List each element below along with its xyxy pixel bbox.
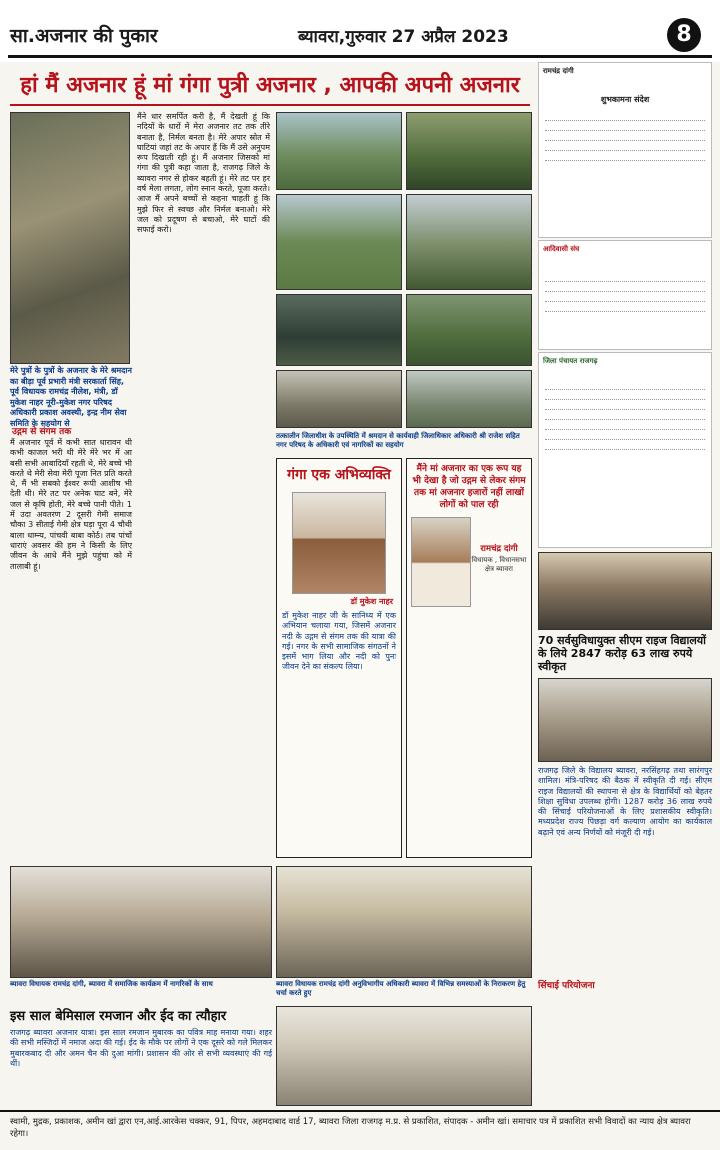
ganga-section-text: डॉ मुकेश नाहर जी के सानिध्य में एक अभियान चलाया गया, जिसमें अजनार नदी के उद्गम से संगम तक की यात्रा की गई। नगर के सभी सामाजिक संगठनों ने इसमें भाग लिया और नदी को पुनः जीवन देने का संकल्प लिया। <box>282 611 396 672</box>
river-photo-4 <box>406 194 532 290</box>
footer-imprint: स्वामी, मुद्रक, प्रकाशक, अमीन खां द्वारा एन,आई.आरकेस चक्कर, 91, पिपर, अहमदाबाद वार्ड 17, ब्यावरा जिला राजगढ़ म.प्र. से प्रकाशित, संपादक - अमीन खां। समाचार पत्र में प्रकाशित सभी विवादों का न्याय क्षेत्र ब्यावरा रहेगा। <box>0 1110 720 1150</box>
letter-3-org: जिला पंचायत राजगढ़ <box>543 357 598 365</box>
river-photo-1 <box>276 112 402 190</box>
collage-photo <box>10 112 130 364</box>
meeting-photo <box>538 678 712 762</box>
person-photo <box>292 492 386 594</box>
letter-2-org: आदिवासी संघ <box>543 245 580 253</box>
quote-section <box>406 458 532 858</box>
event-photo <box>538 552 712 630</box>
bottom-caption-left: ब्यावरा विधायक रामचंद्र दांगी, ब्यावरा में समाजिक कार्यक्रम में नागरिकों के साथ <box>10 980 213 988</box>
newspaper-name: सा.अजनार की पुकार <box>10 25 158 47</box>
page-number: 8 <box>667 18 701 52</box>
letter-1 <box>538 62 712 238</box>
sanctioned-text: राजगढ़ जिले के विद्यालय ब्यावरा, नरसिंहगढ़ तथा सारंगपुर शामिल। मंत्रि-परिषद की बैठक में स्वीकृति दी गई। सीएम राइज विद्यालयों की स्थापना से क्षेत्र के विद्यार्थियों को बेहतर शिक्षा सुविधा उपलब्ध होगी। 1287 करोड़ 36 लाख रुपये की सिंचाई परियोजनाओं के लिए प्रशासकीय स्वीकृति। मध्यप्रदेश राज्य पिछड़ा वर्ग कल्याण आयोग का कार्यकाल बढ़ाने एवं अन्य निर्णयों को मंजूरी दी गई। <box>538 766 712 837</box>
river-photo-5 <box>276 294 402 366</box>
sanctioned-headline: 70 सर्वसुविधायुक्त सीएम राइज विद्यालयों के लिये 2847 करोड़ 63 लाख रुपये स्वीकृत <box>538 634 707 673</box>
mla-name: रामचंद्र दांगी <box>480 544 518 554</box>
river-photo-8 <box>406 370 532 428</box>
column-2-text: मैंने धार समर्पित करी है, मैं देखती हूं कि नदियों के धारों में मेरा अजनार तट तक तीरे बनाता है, निर्मल बनता है। मेरे अपार स्रोत में घाटियां जहां तट के अपार हैं कि मैं उसे अनुपम रूप दिखाती रही हूं। मैं अजनार जिसको मां गंगा की पुत्री कहा जाता है, राजगढ़ जिले के ब्यावरा नगर से होकर बहती हूं। मेरे तट पर हर वर्ष मेला लगता, लोग स्नान करते, पूजा करते। आज मैं अपने बच्चों से कहना चाहती हूं कि मुझे फिर से स्वच्छ और निर्मल बनाओ। मेरे जल को प्रदूषण से बचाओ, मेरे घाटों की सफाई करो। <box>137 112 270 235</box>
mla-title: विधायक , विधानसभा क्षेत्र ब्यावरा <box>471 556 527 573</box>
river-photo-6 <box>406 294 532 366</box>
main-headline: हां मैं अजनार हूं मां गंगा पुत्री अजनार , आपकी अपनी अजनार <box>20 73 520 98</box>
ganga-section-title: गंगा एक अभिव्यक्ति <box>287 467 391 483</box>
letter-2 <box>538 240 712 350</box>
ganga-section <box>276 458 402 858</box>
ramzan-text: राजगढ़ ब्यावरा अजनार यात्रा। इस साल रमजान मुबारक का पवित्र माह मनाया गया। शहर की सभी मस्जिदों में नमाज अदा की गई। ईद के मौके पर लोगों ने एक दूसरे को गले मिलकर मुबारकबाद दी और अमन चैन की दुआ मांगी। प्रशासन की ओर से सभी व्यवस्थाएं की गई थीं। <box>10 1028 272 1068</box>
letter-1-title: शुभकामना संदेश <box>600 95 650 104</box>
section-subhead: उद्गम से संगम तक <box>12 427 72 437</box>
mla-photo <box>411 517 471 607</box>
masthead-rule <box>8 55 712 58</box>
river-photo-3 <box>276 194 402 290</box>
bottom-photo-right <box>276 866 532 978</box>
letter-1-body <box>539 111 711 161</box>
masthead <box>0 0 720 62</box>
letter-3-body <box>539 370 711 450</box>
river-photo-2 <box>406 112 532 190</box>
river-photos-caption: तत्कालीन जिलाधीश के उपस्थिति में श्रमदान से कार्यवाही जिलाधिकार अधिकारी श्री राजेश सहित नगर परिषद के अधिकारी एवं नागरिकों का सहयोग <box>276 432 520 449</box>
letter-3 <box>538 352 712 548</box>
column-1-text: मैं अजनार पूर्व में कभी सात धारावन थी कभी काजल भरी थी मेरे मेरे भर में आ बसी सभी आबादियाँ रहती थे, मेरे बच्चे भी करते थे मेरी सेवा मेरी पूजा नित प्रति करते थे, मैं भी सबको ईश्वर रूपी आशीष भी देती थी। मेरे तट पर अनेक घाट बने, मेरे जल से कृषि होती, मेरे बच्चे पानी पीते। 1 में उदा अवतरण 2 दूसरी गेमी समाज चौका 3 सीताई गेमी क्षेत्र घड़ा पूरा 4 चौथी बाला धाम्‍न्‍य, पांचवी बाबा कोर्ठ। तब पांचों धाराएं अवसर की हम ने किसी के लिए जीवन के आधे मैंने मुझे पहुंचा को में तालाबी हूं। <box>10 438 132 571</box>
bottom-caption-right: ब्यावरा विधायक रामचंद्र दांगी अनुविभागीय अधिकारी ब्यावरा में विभिन्न समस्याओं के निराकरण हेतु चर्चा करते हुए <box>276 980 526 997</box>
river-photo-7 <box>276 370 402 428</box>
bottom-photo-left <box>10 866 272 978</box>
collage-caption: मेरे पुत्रों के पुत्रों के अजनार के मेरे श्रमदान का बीड़ा पूर्व प्रभारी मंत्री सरकार्ता सिंह, पूर्व विधायक रामचंद्र नीलेश, मंत्री, डॉ मुकेश नाहर नूरी-मुकेश नगर परिषद अधिकारी प्रकाश अवस्थी, इन्द्र नीम सेवा समिति के सहयोग से <box>10 366 132 428</box>
ramzan-photo <box>276 1006 532 1106</box>
letter-2-body <box>539 258 711 312</box>
person-label: डॉ मुकेश नाहर <box>350 597 393 606</box>
quote-text: मैंने मां अजनार का एक रूप यह भी देखा है जो उद्गम से लेकर संगम तक मां अजनार हजारों नहीं लाखों लोगों को पाल रही <box>412 464 526 510</box>
headline-underline <box>10 104 530 106</box>
letter-1-org: रामचंद्र दांगी <box>543 67 574 75</box>
sanctioned-subhead: सिंचाई परियोजना <box>538 981 595 991</box>
ramzan-headline: इस साल बेमिसाल रमजान और ईद का त्यौहार <box>10 1009 227 1024</box>
date-line: ब्यावरा,गुरुवार 27 अप्रैल 2023 <box>298 27 509 47</box>
